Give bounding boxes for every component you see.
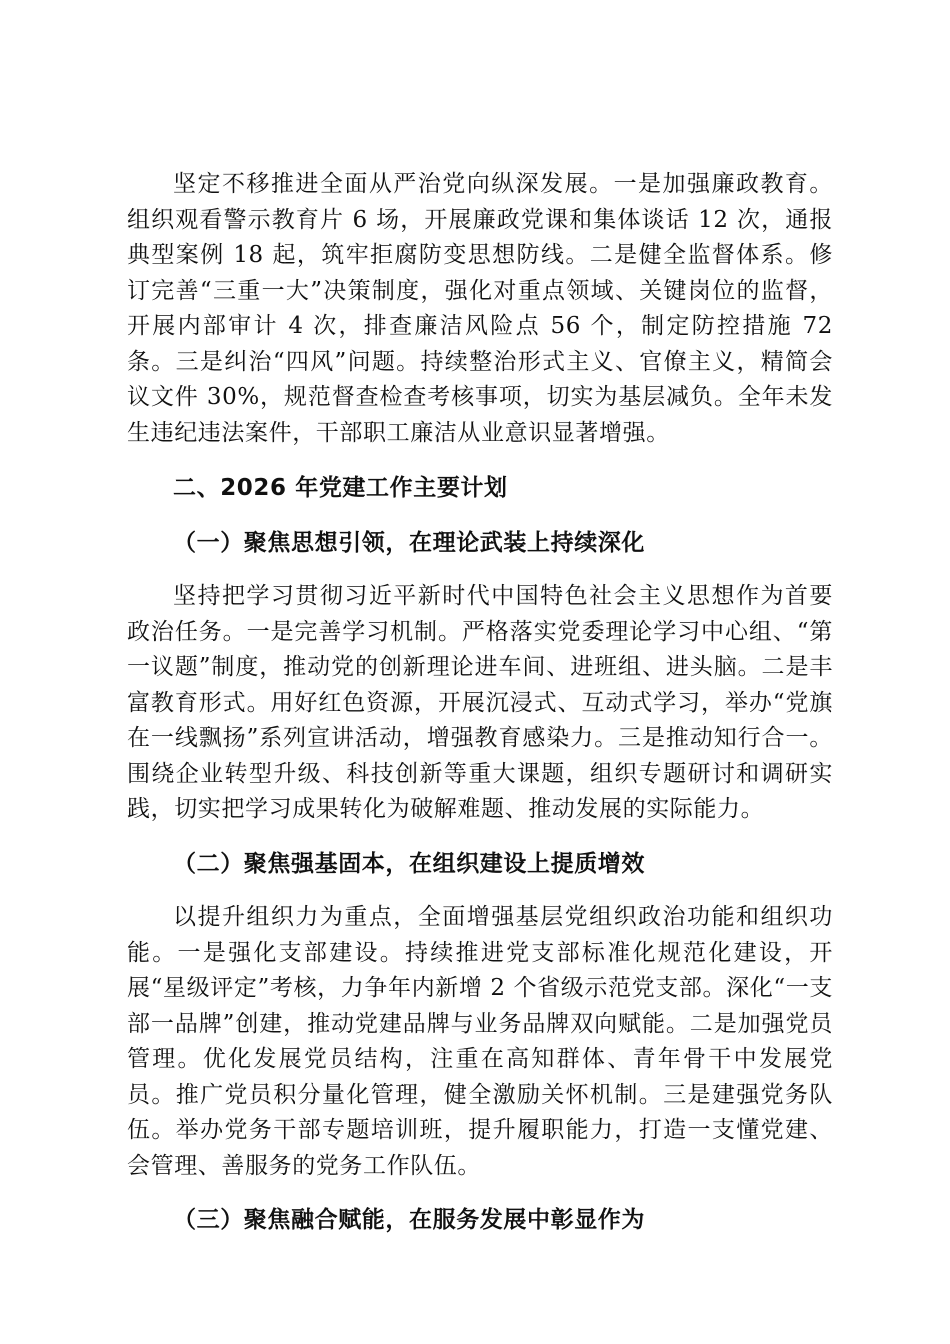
subsection-heading-organization: （二）聚焦强基固本，在组织建设上提质增效: [173, 850, 645, 877]
section-heading-2026-plan: 二、2026 年党建工作主要计划: [173, 475, 508, 501]
paragraph-anti-corruption: 坚定不移推进全面从严治党向纵深发展。一是加强廉政教育。组织观看警示教育片 6 场，开展廉政党课和集体谈话 12 次，通报典型案例 18 起，筑牢拒腐防变思想防线。二是健全监督体系。修订完善“三重一大”决策制度，强化对重点领域、关键岗位的监督，开展内部审计 4 次，排查廉洁风险点 56 个，制定防控措施 72 条。三是纠治“四风”问题。持续整治形式主义、官僚主义，精简会议文件 30%，规范督查检查考核事项，切实为基层减负。全年未发生违纪违法案件，干部职工廉洁从业意识显著增强。: [127, 171, 833, 446]
subsection-heading-integration: （三）聚焦融合赋能，在服务发展中彰显作为: [173, 1207, 645, 1233]
document-body: [127, 167, 833, 1257]
paragraph-organization: 以提升组织力为重点，全面增强基层党组织政治功能和组织功能。一是强化支部建设。持续推进党支部标准化规范化建设，开展“星级评定”考核，力争年内新增 2 个省级示范党支部。深化“一支部一品牌”创建，推动党建品牌与业务品牌双向赋能。二是加强党员管理。优化发展党员结构，注重在高知群体、青年骨干中发展党员。推广党员积分量化管理，健全激励关怀机制。三是建强党务队伍。举办党务干部专题培训班，提升履职能力，打造一支懂党建、会管理、善服务的党务工作队伍。: [127, 904, 833, 1179]
paragraph-ideology: 坚持把学习贯彻习近平新时代中国特色社会主义思想作为首要政治任务。一是完善学习机制。严格落实党委理论学习中心组、“第一议题”制度，推动党的创新理论进车间、进班组、进头脑。二是丰富教育形式。用好红色资源，开展沉浸式、互动式学习，举办“党旗在一线飘扬”系列宣讲活动，增强教育感染力。三是推动知行合一。围绕企业转型升级、科技创新等重大课题，组织专题研讨和调研实践，切实把学习成果转化为破解难题、推动发展的实际能力。: [127, 583, 833, 822]
subsection-heading-ideology: （一）聚焦思想引领，在理论武装上持续深化: [173, 529, 645, 556]
